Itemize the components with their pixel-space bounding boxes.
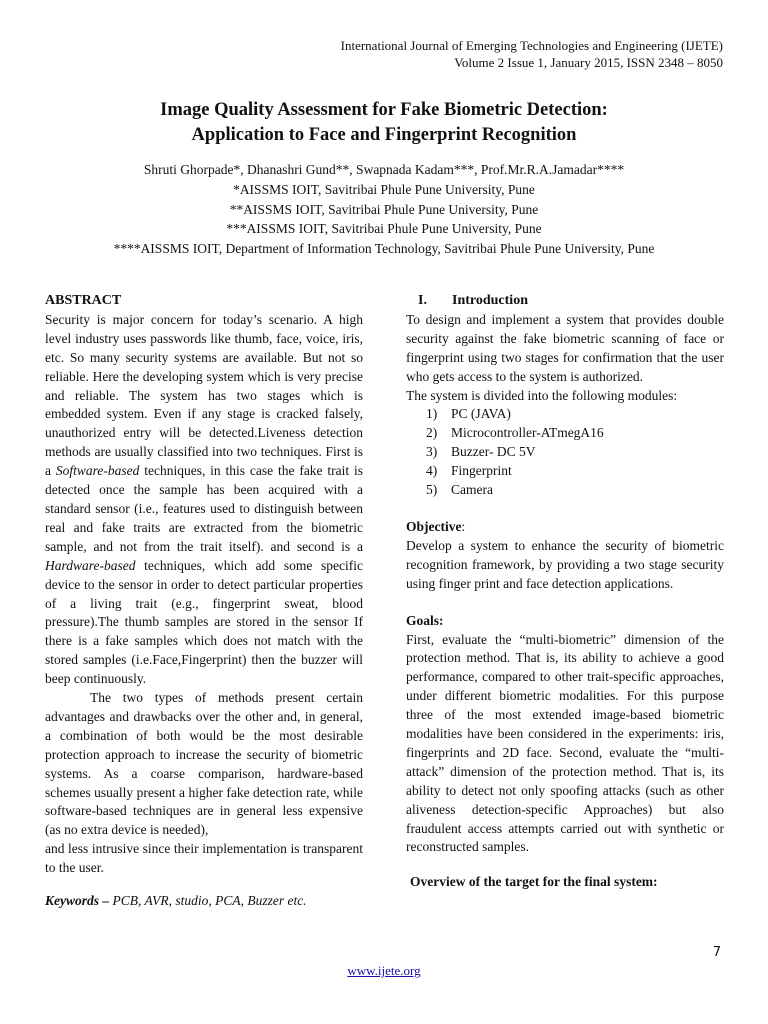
abstract-paragraph-2: The two types of methods present certain advantages and drawbacks over the other and, in general, a combination of both would be the most desirable protection approach to increase the security of biometric systems. As a coarse comparison, hardware-based schemes usually present a higher fake detection rate, while software-based techniques are in general less expensive (as no extra device is needed), <box>45 690 363 838</box>
list-item: 4) Fingerprint <box>426 463 512 479</box>
list-item: 1) PC (JAVA) <box>426 406 511 422</box>
introduction-heading: I. Introduction <box>418 292 724 311</box>
title-line-1: Image Quality Assessment for Fake Biometric Detection: <box>160 100 608 120</box>
keywords-label: Keywords – <box>45 893 110 909</box>
journal-name: International Journal of Emerging Technologies and Engineering (IJETE) <box>340 38 723 53</box>
goals-text: First, evaluate the “multi-biometric” dimension of the protection method. That is, its ability to achieve a good performance, compared to other trait-specific approaches, under different biometric modalities. For this purpose three of the most extended image-based biometric modalities have been considered in the experiments: iris, fingerprints and 2D face. Second, evaluate the “multi-attack” dimension of the protection method. That is, its ability to detect not only spoofing attacks (such as other aliveness detection-specific Approaches) but also fraudulent access attempts carried out with synthetic or reconstructed samples. <box>406 631 724 855</box>
affiliation: *AISSMS IOIT, Savitribai Phule Pune University, Pune <box>233 181 535 197</box>
list-item: 2) Microcontroller-ATmegA16 <box>426 425 604 441</box>
objective-text: Develop a system to enhance the security of biometric recognition framework, by providing a two stage security using finger print and face detection applications. <box>406 537 724 591</box>
abstract-paragraph-3: and less intrusive since their implementation is transparent to the user. <box>45 841 363 876</box>
keywords <box>45 892 363 911</box>
list-item: 3) Buzzer- DC 5V <box>426 444 536 460</box>
page-number: 7 <box>712 945 721 960</box>
affiliation: ***AISSMS IOIT, Savitribai Phule Pune University, Pune <box>226 221 542 237</box>
paper-title <box>0 98 768 148</box>
overview-heading: Overview of the target for the final system: <box>410 874 658 890</box>
author-block <box>0 160 768 259</box>
modules-list <box>406 405 724 500</box>
journal-volume: Volume 2 Issue 1, January 2015, ISSN 2348 – 8050 <box>454 54 723 70</box>
title-line-2: Application to Face and Fingerprint Recognition <box>191 125 577 145</box>
section-number: I. <box>418 293 427 308</box>
right-column <box>406 292 724 892</box>
list-item: 5) Camera <box>426 482 493 498</box>
software-based-term: Software-based <box>55 463 140 479</box>
objective-heading: Objective: <box>406 518 466 534</box>
keywords-list: PCB, AVR, studio, PCA, Buzzer etc. <box>109 893 307 909</box>
left-column <box>45 292 363 911</box>
journal-website-link[interactable]: www.ijete.org <box>347 963 421 978</box>
introduction-paragraph: To design and implement a system that provides double security against the fake biometric scanning of face or fingerprint using two stages for confirmation that the user who gets access to the system is authorized. <box>406 311 724 384</box>
journal-header <box>341 38 723 71</box>
abstract-heading: ABSTRACT <box>45 293 122 308</box>
abstract-paragraph-1: Security is major concern for today’s scenario. A high level industry uses passwords like thumb, face, voice, iris, etc. So many security systems are available. But not so reliable. Here the developing system which is very precise and reliable. The system has two stages which is embedded system. Even if any stage is cracked falsely, unauthorized entry will be detected.Liveness detection methods are usually classified into two techniques. First is a Software-based techniques, in this case the fake trait is detected once the sample has been acquired with a standard sensor (i.e., features used to distinguish between real and fake traits are extracted from the biometric sample, and not from the trait itself). and second is a Hardware-based techniques, which add some specific device to the sensor in order to detect particular properties of a living trait (e.g., fingerprint sweat, blood pressure).The thumb samples are stored in the sensor If there is a fake samples which does not match with the stored samples (i.e.Face,Fingerprint) then the buzzer will beep continuously. <box>45 311 364 687</box>
affiliation: **AISSMS IOIT, Savitribai Phule Pune University, Pune <box>229 201 539 217</box>
goals-heading: Goals: <box>406 612 444 628</box>
modules-intro: The system is divided into the following modules: <box>406 387 678 403</box>
author-names: Shruti Ghorpade*, Dhanashri Gund**, Swapnada Kadam***, Prof.Mr.R.A.Jamadar**** <box>143 162 625 177</box>
hardware-based-term: Hardware-based <box>45 557 136 573</box>
affiliation: ****AISSMS IOIT, Department of Information Technology, Savitribai Phule Pune University, Pune <box>113 241 655 257</box>
